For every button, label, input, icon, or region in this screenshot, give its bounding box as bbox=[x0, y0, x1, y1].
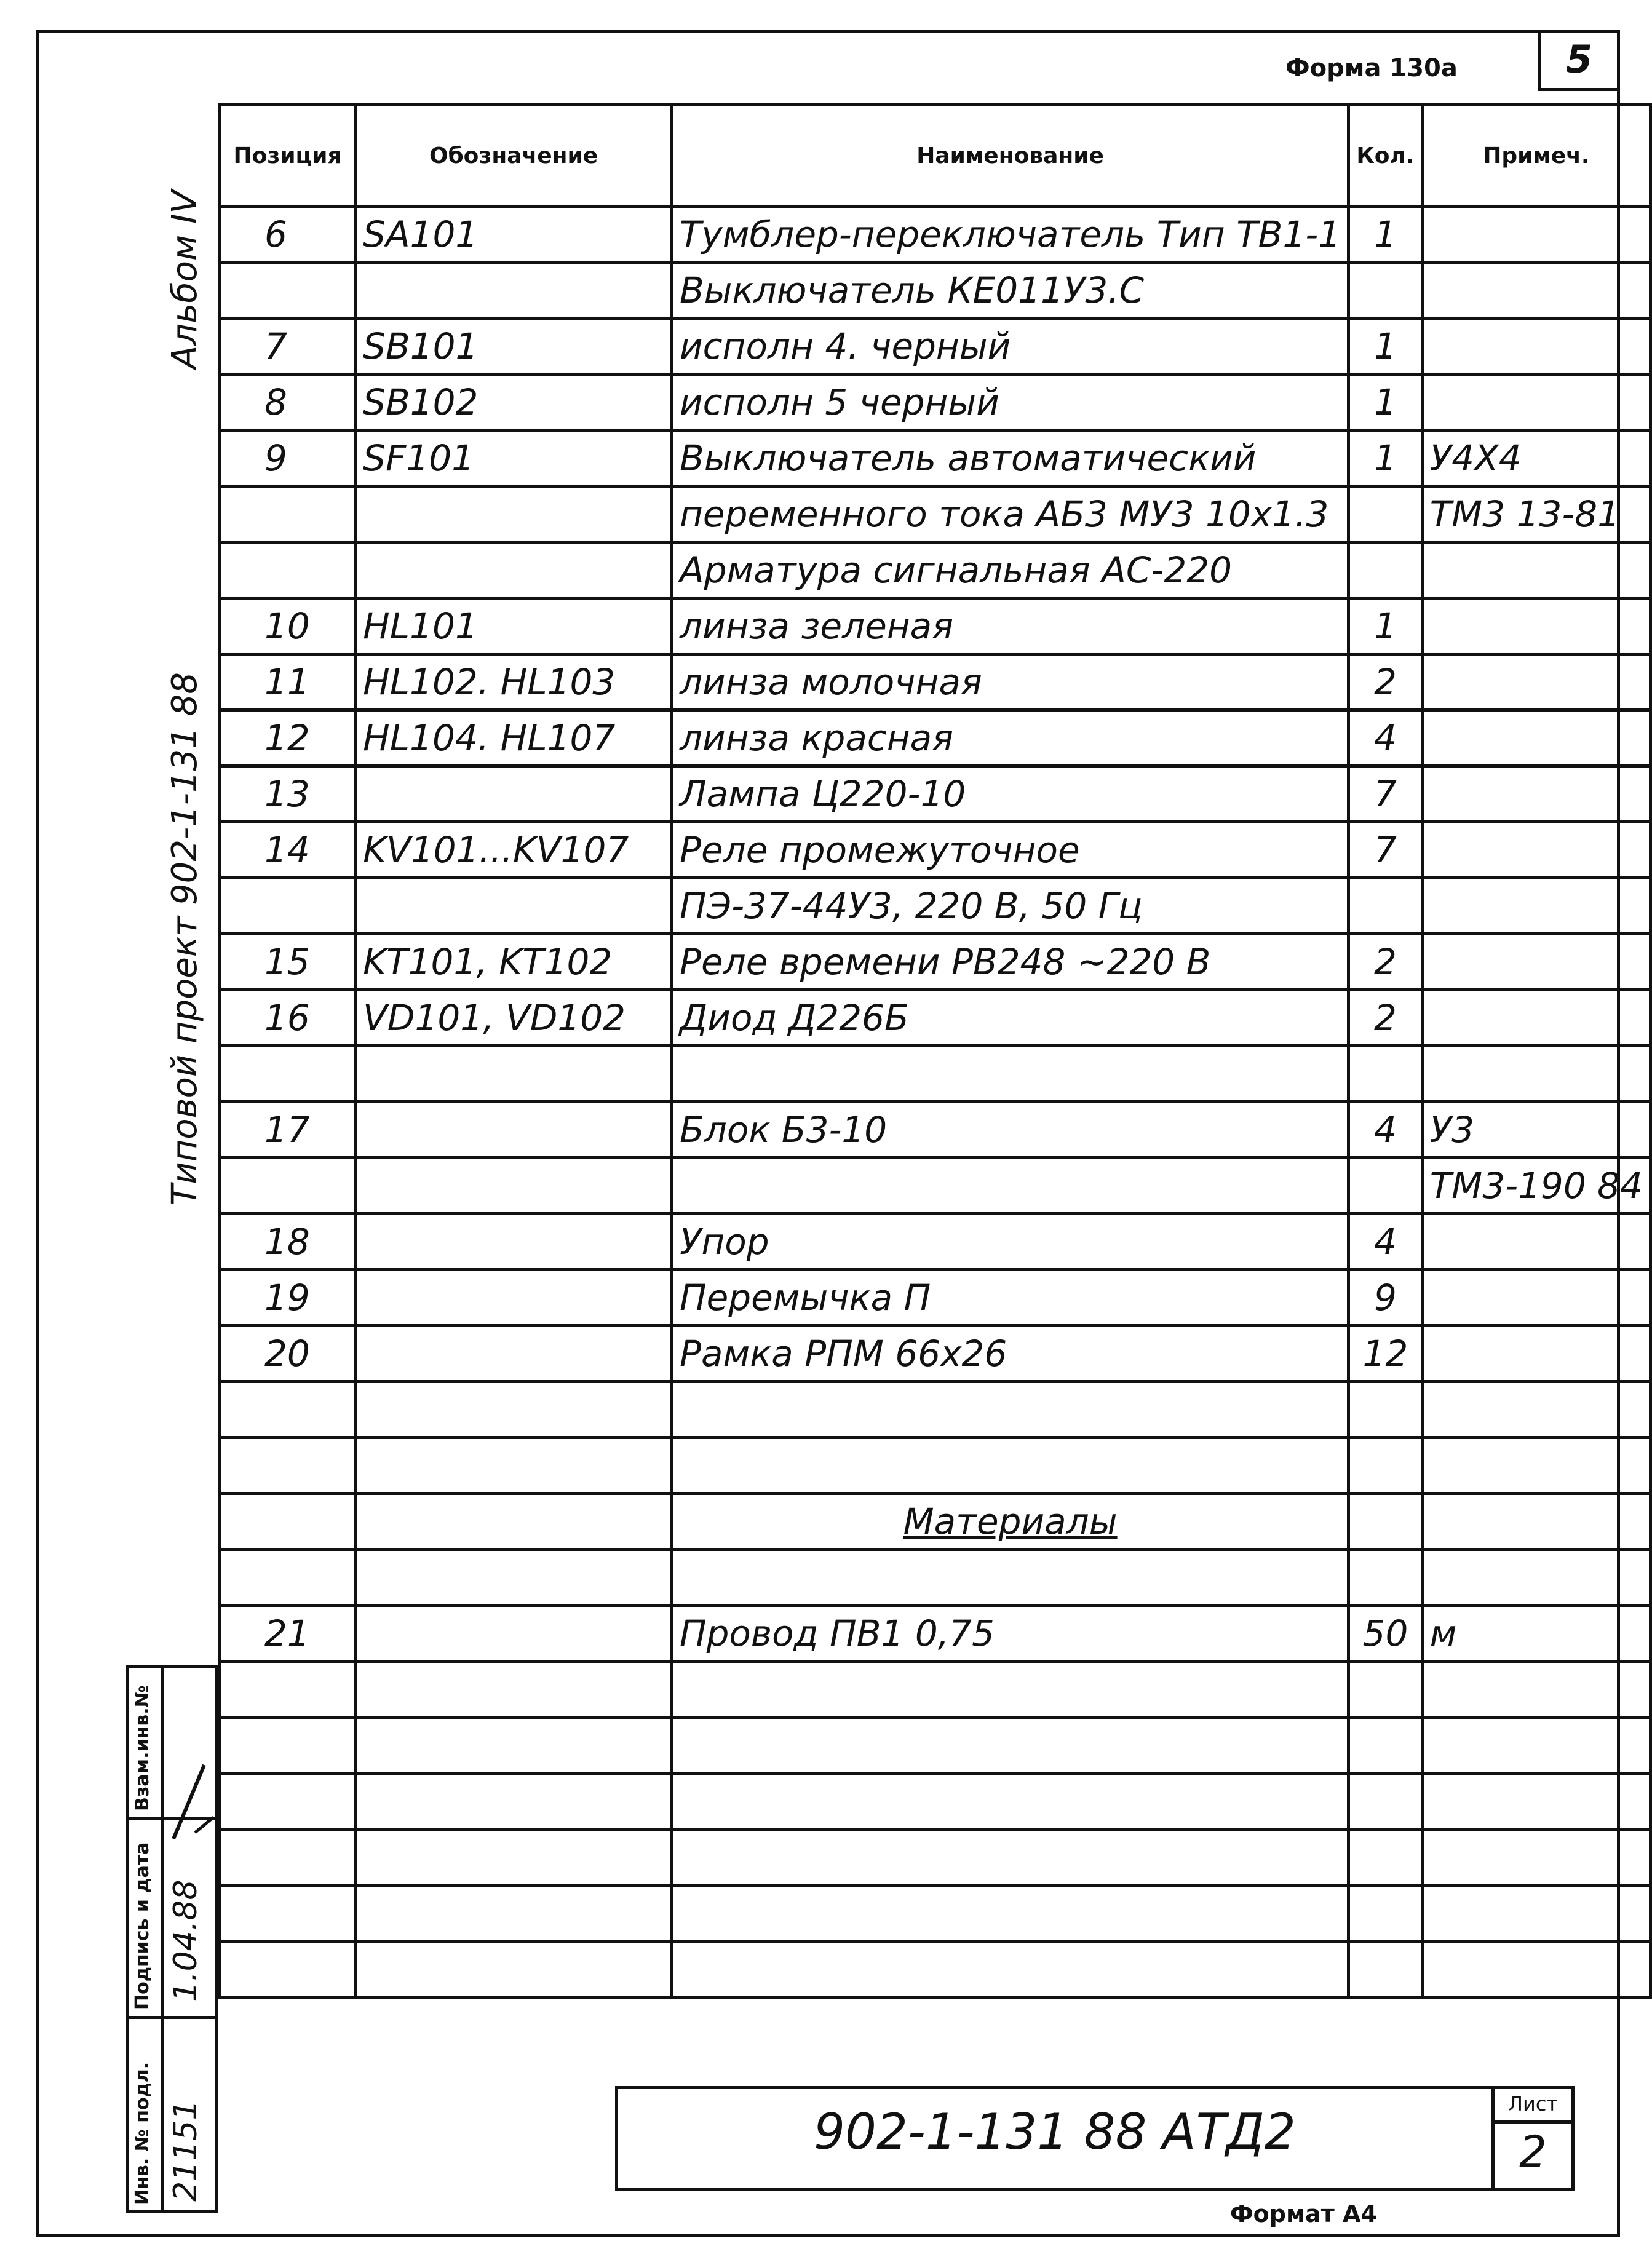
sheet-label: Лист bbox=[1507, 2092, 1559, 2116]
col-designation-header: Обозначение bbox=[355, 105, 672, 207]
cell-pos bbox=[220, 1718, 355, 1774]
table-row bbox=[220, 822, 1651, 878]
cell-designation bbox=[355, 1382, 672, 1438]
cell-pos bbox=[220, 542, 355, 598]
table-row bbox=[220, 1550, 1651, 1606]
cell-pos: 9 bbox=[220, 430, 355, 486]
cell-pos bbox=[220, 1438, 355, 1494]
stamp-label-replace-inv: Взам.инв.№ bbox=[132, 1685, 153, 1811]
cell-note: м bbox=[1422, 1606, 1650, 1662]
cell-note: ТМ3 13-81 bbox=[1422, 486, 1650, 542]
cell-designation bbox=[355, 1942, 672, 1997]
cell-pos: 17 bbox=[220, 1102, 355, 1158]
cell-designation bbox=[355, 1662, 672, 1718]
table-row bbox=[220, 1942, 1651, 1997]
cell-qty bbox=[1349, 1494, 1423, 1550]
cell-note: ТМ3-190 84 bbox=[1422, 1158, 1650, 1214]
cell-pos: 10 bbox=[220, 598, 355, 654]
cell-note bbox=[1422, 375, 1650, 430]
table-row bbox=[220, 654, 1651, 710]
cell-pos bbox=[220, 1046, 355, 1102]
title-block-sheet-line bbox=[1491, 2120, 1575, 2124]
cell-designation: VD101, VD102 bbox=[355, 990, 672, 1046]
cell-note bbox=[1422, 1326, 1650, 1382]
cell-name: Материалы bbox=[672, 1494, 1348, 1550]
cell-qty bbox=[1349, 1886, 1423, 1942]
cell-note bbox=[1422, 598, 1650, 654]
cell-qty: 1 bbox=[1349, 598, 1423, 654]
cell-name bbox=[672, 1830, 1348, 1886]
cell-note bbox=[1422, 542, 1650, 598]
cell-qty bbox=[1349, 1830, 1423, 1886]
stamp-inv-number: 21151 bbox=[167, 2100, 204, 2202]
cell-designation bbox=[355, 542, 672, 598]
cell-name bbox=[672, 1550, 1348, 1606]
replacement-slash-mark bbox=[161, 1759, 216, 1845]
cell-name: Упор bbox=[672, 1214, 1348, 1270]
table-row bbox=[220, 878, 1651, 934]
cell-qty: 1 bbox=[1349, 430, 1423, 486]
cell-name: линза зеленая bbox=[672, 598, 1348, 654]
cell-pos bbox=[220, 486, 355, 542]
cell-name bbox=[672, 1662, 1348, 1718]
cell-note bbox=[1422, 1438, 1650, 1494]
cell-designation bbox=[355, 1102, 672, 1158]
cell-pos bbox=[220, 1662, 355, 1718]
stamp-label-signature: Подпись и дата bbox=[132, 1842, 153, 2010]
cell-qty bbox=[1349, 1158, 1423, 1214]
cell-note: У4Х4 bbox=[1422, 430, 1650, 486]
table-header-row bbox=[220, 105, 1651, 207]
cell-name: Перемычка П bbox=[672, 1270, 1348, 1326]
cell-designation: HL101 bbox=[355, 598, 672, 654]
cell-qty bbox=[1349, 1718, 1423, 1774]
table-row bbox=[220, 1326, 1651, 1382]
cell-note bbox=[1422, 654, 1650, 710]
cell-name bbox=[672, 1382, 1348, 1438]
cell-note bbox=[1422, 1886, 1650, 1942]
cell-designation bbox=[355, 1046, 672, 1102]
cell-pos: 7 bbox=[220, 319, 355, 375]
document-code: 902-1-131 88 АТД2 bbox=[814, 2103, 1296, 2160]
table-row bbox=[220, 1774, 1651, 1830]
cell-note bbox=[1422, 1214, 1650, 1270]
sheet-box-bottom bbox=[1538, 88, 1620, 91]
cell-note bbox=[1422, 1662, 1650, 1718]
cell-qty: 50 bbox=[1349, 1606, 1423, 1662]
table-row bbox=[220, 1158, 1651, 1214]
table-row bbox=[220, 1830, 1651, 1886]
cell-designation: KV101...KV107 bbox=[355, 822, 672, 878]
cell-designation bbox=[355, 1270, 672, 1326]
cell-note bbox=[1422, 1494, 1650, 1550]
cell-pos bbox=[220, 1494, 355, 1550]
cell-note bbox=[1422, 1718, 1650, 1774]
cell-qty: 4 bbox=[1349, 1214, 1423, 1270]
cell-designation bbox=[355, 1326, 672, 1382]
cell-note bbox=[1422, 1774, 1650, 1830]
cell-name: исполн 4. черный bbox=[672, 319, 1348, 375]
table-row bbox=[220, 934, 1651, 990]
table-row bbox=[220, 1662, 1651, 1718]
cell-qty bbox=[1349, 1550, 1423, 1606]
cell-name: исполн 5 черный bbox=[672, 375, 1348, 430]
cell-name: ПЭ-37-44У3, 220 В, 50 Гц bbox=[672, 878, 1348, 934]
cell-pos: 8 bbox=[220, 375, 355, 430]
cell-pos: 11 bbox=[220, 654, 355, 710]
table-row bbox=[220, 990, 1651, 1046]
table-row bbox=[220, 1718, 1651, 1774]
cell-designation bbox=[355, 1438, 672, 1494]
cell-name bbox=[672, 1046, 1348, 1102]
cell-qty bbox=[1349, 542, 1423, 598]
table-row bbox=[220, 1214, 1651, 1270]
cell-designation bbox=[355, 1774, 672, 1830]
cell-designation bbox=[355, 1886, 672, 1942]
cell-designation bbox=[355, 1606, 672, 1662]
cell-qty bbox=[1349, 486, 1423, 542]
cell-designation bbox=[355, 1494, 672, 1550]
cell-note bbox=[1422, 1382, 1650, 1438]
cell-name: Реле промежуточное bbox=[672, 822, 1348, 878]
table-body bbox=[220, 207, 1651, 1997]
cell-name: линза молочная bbox=[672, 654, 1348, 710]
cell-name: Тумблер-переключатель Тип ТВ1-1 bbox=[672, 207, 1348, 263]
cell-name bbox=[672, 1438, 1348, 1494]
project-label: Типовой проект 902-1-131 88 bbox=[165, 672, 205, 1205]
cell-note bbox=[1422, 1830, 1650, 1886]
format-label: Формат А4 bbox=[1230, 2200, 1377, 2227]
cell-pos: 20 bbox=[220, 1326, 355, 1382]
col-position-header: Позиция bbox=[220, 105, 355, 207]
cell-qty: 4 bbox=[1349, 1102, 1423, 1158]
album-label: Альбом IV bbox=[165, 190, 205, 369]
cell-pos bbox=[220, 1942, 355, 1997]
cell-name: Блок Б3-10 bbox=[672, 1102, 1348, 1158]
cell-note: У3 bbox=[1422, 1102, 1650, 1158]
cell-qty bbox=[1349, 1438, 1423, 1494]
cell-designation bbox=[355, 486, 672, 542]
cell-pos bbox=[220, 1550, 355, 1606]
cell-designation: SF101 bbox=[355, 430, 672, 486]
cell-qty bbox=[1349, 1774, 1423, 1830]
cell-qty: 7 bbox=[1349, 822, 1423, 878]
table-row bbox=[220, 1270, 1651, 1326]
cell-name: Провод ПВ1 0,75 bbox=[672, 1606, 1348, 1662]
cell-qty: 7 bbox=[1349, 766, 1423, 822]
cell-note bbox=[1422, 934, 1650, 990]
cell-pos: 19 bbox=[220, 1270, 355, 1326]
cell-qty bbox=[1349, 263, 1423, 319]
cell-designation: SA101 bbox=[355, 207, 672, 263]
cell-pos: 12 bbox=[220, 710, 355, 766]
cell-pos: 21 bbox=[220, 1606, 355, 1662]
cell-pos: 16 bbox=[220, 990, 355, 1046]
cell-note bbox=[1422, 710, 1650, 766]
table-row bbox=[220, 1886, 1651, 1942]
cell-designation bbox=[355, 766, 672, 822]
cell-designation bbox=[355, 1550, 672, 1606]
cell-qty bbox=[1349, 1662, 1423, 1718]
table-row bbox=[220, 1102, 1651, 1158]
cell-name bbox=[672, 1942, 1348, 1997]
cell-pos bbox=[220, 1158, 355, 1214]
table-row bbox=[220, 1046, 1651, 1102]
cell-name: Лампа Ц220-10 bbox=[672, 766, 1348, 822]
cell-pos bbox=[220, 263, 355, 319]
table-row bbox=[220, 598, 1651, 654]
cell-name: Рамка РПМ 66х26 bbox=[672, 1326, 1348, 1382]
stamp-signature-date: 1.04.88 bbox=[167, 1879, 204, 2002]
cell-note bbox=[1422, 1270, 1650, 1326]
cell-pos bbox=[220, 878, 355, 934]
cell-pos: 15 bbox=[220, 934, 355, 990]
cell-note bbox=[1422, 1046, 1650, 1102]
cell-pos: 14 bbox=[220, 822, 355, 878]
cell-qty: 1 bbox=[1349, 207, 1423, 263]
cell-designation bbox=[355, 1158, 672, 1214]
table-row bbox=[220, 207, 1651, 263]
table-row bbox=[220, 263, 1651, 319]
table-row bbox=[220, 1438, 1651, 1494]
cell-note bbox=[1422, 990, 1650, 1046]
cell-note bbox=[1422, 1550, 1650, 1606]
cell-qty bbox=[1349, 1382, 1423, 1438]
cell-designation bbox=[355, 878, 672, 934]
cell-qty: 2 bbox=[1349, 654, 1423, 710]
table-row bbox=[220, 710, 1651, 766]
table-row bbox=[220, 542, 1651, 598]
cell-note bbox=[1422, 1942, 1650, 1997]
cell-designation: HL102. HL103 bbox=[355, 654, 672, 710]
cell-qty: 2 bbox=[1349, 990, 1423, 1046]
cell-name: Диод Д226Б bbox=[672, 990, 1348, 1046]
table-row bbox=[220, 319, 1651, 375]
cell-qty: 1 bbox=[1349, 319, 1423, 375]
cell-qty: 1 bbox=[1349, 375, 1423, 430]
cell-name bbox=[672, 1158, 1348, 1214]
cell-name bbox=[672, 1774, 1348, 1830]
cell-qty bbox=[1349, 878, 1423, 934]
stamp-strip-divider bbox=[161, 1665, 164, 2213]
cell-qty: 12 bbox=[1349, 1326, 1423, 1382]
section-header-row bbox=[220, 1494, 1651, 1550]
cell-note bbox=[1422, 207, 1650, 263]
cell-name: Выключатель автоматический bbox=[672, 430, 1348, 486]
table-row bbox=[220, 1606, 1651, 1662]
table-row bbox=[220, 486, 1651, 542]
cell-name: Выключатель КЕ011У3.С bbox=[672, 263, 1348, 319]
cell-pos: 6 bbox=[220, 207, 355, 263]
table-row bbox=[220, 430, 1651, 486]
cell-name: переменного тока АБ3 МУ3 10х1.3 bbox=[672, 486, 1348, 542]
stamp-divider-2 bbox=[126, 2016, 218, 2019]
cell-qty bbox=[1349, 1942, 1423, 1997]
cell-name bbox=[672, 1718, 1348, 1774]
cell-designation bbox=[355, 1830, 672, 1886]
cell-pos: 18 bbox=[220, 1214, 355, 1270]
cell-qty: 9 bbox=[1349, 1270, 1423, 1326]
cell-designation: SB102 bbox=[355, 375, 672, 430]
cell-designation: HL104. HL107 bbox=[355, 710, 672, 766]
cell-qty: 2 bbox=[1349, 934, 1423, 990]
col-qty-header: Кол. bbox=[1349, 105, 1423, 207]
stamp-label-inv-original: Инв. № подл. bbox=[132, 2061, 153, 2205]
table-row bbox=[220, 375, 1651, 430]
cell-designation bbox=[355, 1214, 672, 1270]
cell-designation bbox=[355, 263, 672, 319]
cell-note bbox=[1422, 878, 1650, 934]
cell-pos bbox=[220, 1830, 355, 1886]
cell-note bbox=[1422, 263, 1650, 319]
cell-name: Реле времени РВ248 ~220 В bbox=[672, 934, 1348, 990]
specification-table bbox=[218, 103, 1652, 1999]
cell-note bbox=[1422, 766, 1650, 822]
table-row bbox=[220, 1382, 1651, 1438]
sheet-number: 2 bbox=[1519, 2127, 1547, 2177]
cell-name: Арматура сигнальная АС-220 bbox=[672, 542, 1348, 598]
cell-name bbox=[672, 1886, 1348, 1942]
col-name-header: Наименование bbox=[672, 105, 1348, 207]
cell-note bbox=[1422, 319, 1650, 375]
col-note-header: Примеч. bbox=[1422, 105, 1650, 207]
cell-pos bbox=[220, 1382, 355, 1438]
cell-qty: 4 bbox=[1349, 710, 1423, 766]
table-row bbox=[220, 766, 1651, 822]
cell-name: линза красная bbox=[672, 710, 1348, 766]
cell-qty bbox=[1349, 1046, 1423, 1102]
cell-note bbox=[1422, 822, 1650, 878]
cell-designation bbox=[355, 1718, 672, 1774]
cell-designation: SB101 bbox=[355, 319, 672, 375]
top-sheet-number: 5 bbox=[1565, 37, 1593, 82]
cell-pos bbox=[220, 1886, 355, 1942]
cell-pos bbox=[220, 1774, 355, 1830]
cell-designation: KT101, KT102 bbox=[355, 934, 672, 990]
form-label: Форма 130а bbox=[1285, 54, 1458, 82]
cell-pos: 13 bbox=[220, 766, 355, 822]
